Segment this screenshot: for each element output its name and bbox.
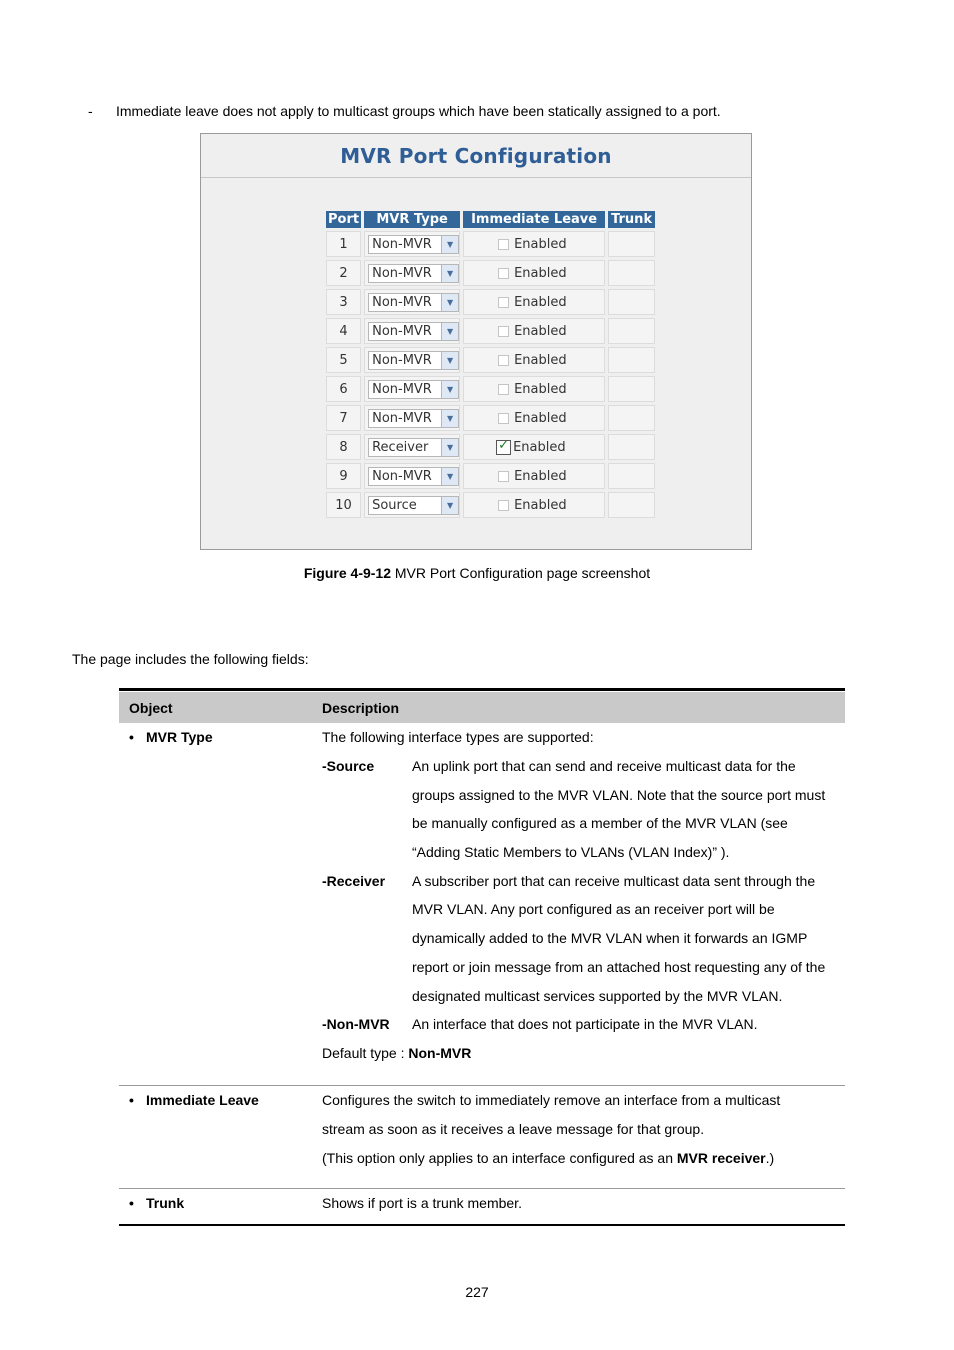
receiver-line: A subscriber port that can receive multicast data sent through the xyxy=(412,872,816,889)
default-type-label: Default type : xyxy=(322,1045,409,1062)
trunk-cell xyxy=(608,347,655,373)
chevron-down-icon[interactable]: ▼ xyxy=(441,323,458,340)
trunk-cell xyxy=(608,434,655,460)
trunk-cell xyxy=(608,231,655,257)
table-header xyxy=(119,691,845,723)
immediate-leave-checkbox[interactable] xyxy=(498,471,509,482)
port-number: 2 xyxy=(326,260,361,286)
header-port: Port xyxy=(328,212,360,227)
mvr-type-select[interactable] xyxy=(368,322,459,341)
mvr-type-value: Non-MVR xyxy=(372,236,432,252)
immediate-leave-cell xyxy=(463,434,605,460)
screenshot-title: MVR Port Configuration xyxy=(340,144,612,168)
port-row xyxy=(326,405,655,431)
mvr-type-cell xyxy=(364,434,460,460)
mvr-type-cell xyxy=(364,231,460,257)
mvr-port-config-screenshot xyxy=(200,133,752,550)
immediate-leave-cell xyxy=(463,376,605,402)
immediate-leave-label: Enabled xyxy=(514,294,567,310)
object-mvr-type xyxy=(119,723,322,752)
receiver-line: dynamically added to the MVR VLAN when it forwards an IGMP xyxy=(412,930,808,947)
immediate-leave-checkbox[interactable] xyxy=(498,500,509,511)
port-number: 4 xyxy=(326,318,361,344)
mvr-type-select[interactable] xyxy=(368,351,459,370)
type-source xyxy=(322,752,845,867)
trunk-cell xyxy=(608,463,655,489)
mvr-type-cell xyxy=(364,347,460,373)
mvr-type-intro: The following interface types are supported: xyxy=(322,729,594,745)
immediate-leave-cell xyxy=(463,347,605,373)
field-description-table xyxy=(119,688,845,1225)
header-mvr-type: MVR Type xyxy=(364,211,460,228)
source-line: groups assigned to the MVR VLAN. Note that the source port must xyxy=(412,786,826,803)
mvr-type-cell xyxy=(364,463,460,489)
mvr-type-select[interactable] xyxy=(368,293,459,312)
immediate-leave-note xyxy=(322,1144,845,1173)
chevron-down-icon[interactable]: ▼ xyxy=(441,410,458,427)
figure-text: MVR Port Configuration page screenshot xyxy=(391,565,651,581)
source-line: “Adding Static Members to VLANs (VLAN Index)” ). xyxy=(412,844,730,861)
mvr-port-table xyxy=(323,208,658,521)
header-object: Object xyxy=(129,699,173,716)
immediate-leave-checkbox[interactable] xyxy=(498,355,509,366)
port-number: 10 xyxy=(326,492,361,518)
object-label: MVR Type xyxy=(146,729,213,745)
bullet-icon: • xyxy=(129,1092,134,1108)
type-receiver-key: -Receiver xyxy=(322,872,386,889)
type-non-mvr xyxy=(322,1010,845,1039)
mvr-type-cell xyxy=(364,492,460,518)
figure-caption xyxy=(0,565,954,581)
source-line: be manually configured as a member of the MVR VLAN (see xyxy=(412,815,788,832)
port-row xyxy=(326,289,655,315)
row-mvr-type xyxy=(119,723,845,1086)
mvr-type-cell xyxy=(364,376,460,402)
mvr-type-value: Non-MVR xyxy=(372,294,432,310)
port-row xyxy=(326,492,655,518)
figure-label: Figure 4-9-12 xyxy=(303,565,391,581)
port-row xyxy=(326,376,655,402)
port-row xyxy=(326,347,655,373)
immediate-leave-line: stream as soon as it receives a leave message for that group. xyxy=(322,1121,705,1137)
fields-intro: The page includes the following fields: xyxy=(72,651,309,667)
port-row xyxy=(326,231,655,257)
chevron-down-icon[interactable]: ▼ xyxy=(441,294,458,311)
immediate-leave-cell xyxy=(463,318,605,344)
intro-text: Immediate leave does not apply to multicast groups which have been statically assigned to a port. xyxy=(116,103,721,119)
note-end: .) xyxy=(765,1150,775,1166)
receiver-line: report or join message from an attached host requesting any of the xyxy=(412,958,826,975)
receiver-line: designated multicast services supported by the MVR VLAN. xyxy=(412,987,783,1004)
intro-dash: - xyxy=(88,103,93,119)
bullet-icon: • xyxy=(129,729,134,745)
mvr-type-select[interactable] xyxy=(368,409,459,428)
object-trunk xyxy=(119,1189,322,1218)
note-bold: MVR receiver xyxy=(676,1150,766,1166)
immediate-leave-checkbox[interactable] xyxy=(498,384,509,395)
chevron-down-icon[interactable]: ▼ xyxy=(441,265,458,282)
mvr-type-value: Non-MVR xyxy=(372,323,432,339)
trunk-cell xyxy=(608,405,655,431)
page-number: 227 xyxy=(465,1284,489,1300)
immediate-leave-label: Enabled xyxy=(514,381,567,397)
immediate-leave-cell xyxy=(463,405,605,431)
immediate-leave-label: Enabled xyxy=(513,439,566,455)
immediate-leave-checkbox[interactable] xyxy=(498,239,509,250)
port-number: 5 xyxy=(326,347,361,373)
immediate-leave-cell xyxy=(463,260,605,286)
object-immediate-leave xyxy=(119,1086,322,1115)
mvr-type-select[interactable] xyxy=(368,438,459,457)
type-non-mvr-key: -Non-MVR xyxy=(322,1016,390,1033)
mvr-type-select[interactable] xyxy=(368,380,459,399)
mvr-type-select[interactable] xyxy=(368,467,459,486)
mvr-type-select[interactable] xyxy=(368,496,459,515)
immediate-leave-label: Enabled xyxy=(514,497,567,513)
port-number: 7 xyxy=(326,405,361,431)
trunk-description: Shows if port is a trunk member. xyxy=(322,1195,522,1211)
port-row xyxy=(326,463,655,489)
immediate-leave-label: Enabled xyxy=(514,352,567,368)
source-line: An uplink port that can send and receive multicast data for the xyxy=(412,758,796,774)
immediate-leave-line: Configures the switch to immediately remove an interface from a multicast xyxy=(322,1092,781,1108)
mvr-type-value: Non-MVR xyxy=(372,352,432,368)
object-label: Immediate Leave xyxy=(146,1092,259,1108)
port-number: 6 xyxy=(326,376,361,402)
table-bottom-rule xyxy=(119,1224,845,1226)
receiver-line: MVR VLAN. Any port configured as an receiver port will be xyxy=(412,901,775,918)
mvr-type-value: Source xyxy=(372,497,417,513)
title-divider xyxy=(201,177,751,178)
immediate-leave-label: Enabled xyxy=(514,468,567,484)
chevron-down-icon[interactable]: ▼ xyxy=(441,497,458,514)
chevron-down-icon[interactable]: ▼ xyxy=(441,439,458,456)
trunk-cell xyxy=(608,318,655,344)
mvr-type-value: Receiver xyxy=(372,439,429,455)
immediate-leave-checkbox[interactable] xyxy=(498,268,509,279)
immediate-leave-checkbox[interactable] xyxy=(498,413,509,424)
immediate-leave-checkbox[interactable] xyxy=(496,440,511,455)
immediate-leave-cell xyxy=(463,289,605,315)
bullet-icon: • xyxy=(129,1195,134,1211)
mvr-type-value: Non-MVR xyxy=(372,265,432,281)
non-mvr-text: An interface that does not participate in the MVR VLAN. xyxy=(412,1016,758,1033)
port-number: 8 xyxy=(326,434,361,460)
port-row xyxy=(326,434,655,460)
mvr-type-select[interactable] xyxy=(368,235,459,254)
chevron-down-icon[interactable]: ▼ xyxy=(441,381,458,398)
default-type-value: Non-MVR xyxy=(408,1045,472,1062)
immediate-leave-label: Enabled xyxy=(514,410,567,426)
immediate-leave-checkbox[interactable] xyxy=(498,326,509,337)
port-number: 1 xyxy=(326,231,361,257)
object-label: Trunk xyxy=(146,1195,185,1211)
mvr-type-cell xyxy=(364,318,460,344)
trunk-cell xyxy=(608,376,655,402)
chevron-down-icon[interactable]: ▼ xyxy=(441,468,458,485)
type-source-key: -Source xyxy=(322,758,375,774)
port-row xyxy=(326,318,655,344)
header-description: Description xyxy=(322,699,400,716)
row-immediate-leave xyxy=(119,1086,845,1189)
port-row xyxy=(326,260,655,286)
note-text: (This option only applies to an interface configured as an xyxy=(322,1150,677,1166)
trunk-cell xyxy=(608,260,655,286)
header-trunk: Trunk xyxy=(608,211,655,228)
mvr-type-cell xyxy=(364,289,460,315)
type-receiver xyxy=(322,867,845,1010)
port-number: 9 xyxy=(326,463,361,489)
mvr-type-value: Non-MVR xyxy=(372,410,432,426)
mvr-type-cell xyxy=(364,260,460,286)
immediate-leave-checkbox[interactable] xyxy=(498,297,509,308)
row-trunk xyxy=(119,1189,845,1225)
header-immediate-leave: Immediate Leave xyxy=(463,211,605,228)
mvr-type-value: Non-MVR xyxy=(372,381,432,397)
immediate-leave-cell xyxy=(463,492,605,518)
mvr-type-select[interactable] xyxy=(368,264,459,283)
port-number: 3 xyxy=(326,289,361,315)
trunk-cell xyxy=(608,492,655,518)
default-type xyxy=(322,1039,845,1068)
immediate-leave-label: Enabled xyxy=(514,265,567,281)
trunk-cell xyxy=(608,289,655,315)
chevron-down-icon[interactable]: ▼ xyxy=(441,236,458,253)
mvr-type-value: Non-MVR xyxy=(372,468,432,484)
mvr-type-cell xyxy=(364,405,460,431)
immediate-leave-cell xyxy=(463,231,605,257)
chevron-down-icon[interactable]: ▼ xyxy=(441,352,458,369)
immediate-leave-cell xyxy=(463,463,605,489)
immediate-leave-label: Enabled xyxy=(514,236,567,252)
immediate-leave-label: Enabled xyxy=(514,323,567,339)
